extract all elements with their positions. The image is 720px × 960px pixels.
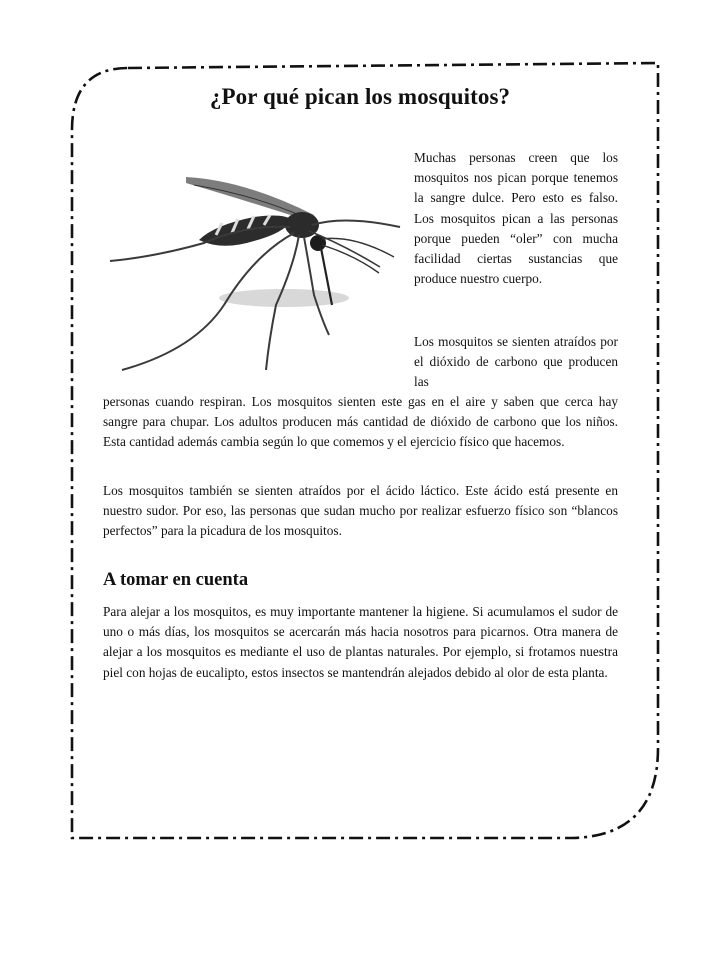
paragraph-prevention: Para alejar a los mosquitos, es muy importante mantener la higiene. Si acumulamos el sudor de uno o más días, los mosquitos se acercarán más hacia nosotros para picarnos. Otra manera de alejar a los mosquitos es mediante el uso de plantas naturales. Por ejemplo, si frotamos nuestra piel con hojas de eucalipto, estos insectos se mantendrán alejados debido al olor de esta planta. [103, 604, 618, 680]
paragraph-lactic-acid: Los mosquitos también se sienten atraídos por el ácido láctico. Este ácido está presente en nuestro sudor. Por eso, las personas que sudan mucho por realizar esfuerzo físico son “blancos perfectos” para la picadura de los mosquitos. [103, 483, 618, 539]
mosquito-illustration [104, 155, 409, 380]
paragraph-co2-continued: personas cuando respiran. Los mosquitos sienten este gas en el aire y saben que cerca hay sangre para chupar. Los adultos producen más cantidad de dióxido de carbono que los niños. Esta cantidad además cambia según lo que comemos y el ejercicio físico que hacemos. [103, 394, 618, 450]
section-heading: A tomar en cuenta [103, 570, 249, 590]
paragraph-intro: Muchas personas creen que los mosquitos nos pican porque tenemos la sangre dulce. Pero esto es falso. Los mosquitos pican a las personas porque pueden “oler” con mucha facilidad ciertas sustancias que produce nuestro cuerpo. [414, 150, 618, 287]
paragraph-co2-start: Los mosquitos se sienten atraídos por el dióxido de carbono que producen las [414, 334, 618, 390]
page-title: ¿Por qué pican los mosquitos? [209, 84, 511, 109]
